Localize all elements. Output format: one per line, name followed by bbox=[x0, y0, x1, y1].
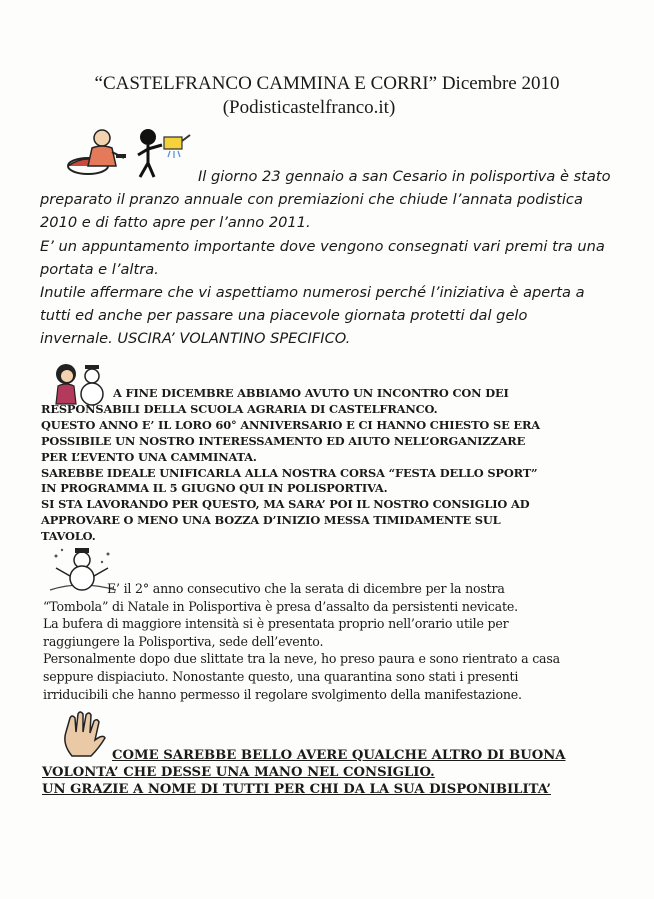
section-tombola bbox=[43, 580, 643, 703]
paragraph-line: Personalmente dopo due slittate tra la neve, ho preso paura e sono rientrato a casa bbox=[43, 651, 560, 667]
paragraph-line: SAREBBE IDEALE UNIFICARLA ALLA NOSTRA CORSA “FESTA DELLO SPORT” bbox=[41, 465, 538, 480]
paragraph-line: Inutile affermare che vi aspettiamo numerosi perché l’iniziativa è aperta a bbox=[40, 284, 585, 302]
paragraph-line: Il giorno 23 gennaio a san Cesario in polisportiva è stato bbox=[198, 168, 611, 185]
paragraph-line: APPROVARE O MENO UNA BOZZA D’INIZIO MESSA TIMIDAMENTE SUL bbox=[41, 513, 501, 528]
section-scuola-agraria bbox=[41, 386, 641, 545]
paragraph-line: raggiungere la Polisportiva, sede dell’evento. bbox=[43, 633, 324, 649]
paragraph-line: irriducibili che hanno permesso il regolare svolgimento della manifestazione. bbox=[43, 686, 522, 702]
paragraph-line: COME SAREBBE BELLO AVERE QUALCHE ALTRO DI BUONA bbox=[112, 748, 566, 763]
paragraph-line: invernale. USCIRA’ VOLANTINO SPECIFICO. bbox=[40, 330, 351, 348]
paragraph-line: tutti ed anche per passare una piacevole giornata protetti dal gelo bbox=[40, 307, 528, 325]
paragraph-line: A FINE DICEMBRE ABBIAMO AVUTO UN INCONTRO CON DEI bbox=[113, 386, 509, 400]
paragraph-line: La bufera di maggiore intensità si è presentata proprio nell’orario utile per bbox=[43, 616, 509, 632]
section-pranzo-annuale bbox=[40, 165, 640, 351]
paragraph-line: VOLONTA’ CHE DESSE UNA MANO NEL CONSIGLIO. bbox=[42, 765, 435, 780]
paragraph-line: PER L’EVENTO UNA CAMMINATA. bbox=[41, 449, 257, 464]
paragraph-line: RESPONSABILI DELLA SCUOLA AGRARIA DI CASTELFRANCO. bbox=[41, 401, 438, 416]
paragraph-line: IN PROGRAMMA IL 5 GIUGNO QUI IN POLISPORTIVA. bbox=[41, 481, 388, 496]
section-appello-consiglio bbox=[42, 747, 642, 798]
paragraph-line: 2010 e di fatto apre per l’anno 2011. bbox=[40, 214, 311, 232]
paragraph-line: E’ il 2° anno consecutivo che la serata di dicembre per la nostra bbox=[107, 581, 505, 596]
paragraph-line: E’ un appuntamento importante dove vengono consegnati vari premi tra una bbox=[40, 237, 605, 255]
paragraph-line: POSSIBILE UN NOSTRO INTERESSAMENTO ED AIUTO NELL’ORGANIZZARE bbox=[41, 433, 526, 448]
paragraph-line: TAVOLO. bbox=[41, 529, 96, 544]
paragraph-line: portata e l’altra. bbox=[40, 260, 159, 278]
title-line-1: “CASTELFRANCO CAMMINA E CORRI” Dicembre 2010 bbox=[94, 73, 560, 94]
paragraph-line: SI STA LAVORANDO PER QUESTO, MA SARA’ POI IL NOSTRO CONSIGLIO AD bbox=[41, 497, 530, 512]
title-line-2: (Podisticastelfranco.it) bbox=[222, 97, 396, 118]
paragraph-line: “Tombola” di Natale in Polisportiva è presa d’assalto da persistenti nevicate. bbox=[43, 598, 518, 614]
paragraph-line: UN GRAZIE A NOME DI TUTTI PER CHI DA LA SUA DISPONIBILITA’ bbox=[42, 782, 551, 797]
paragraph-line: QUESTO ANNO E’ IL LORO 60° ANNIVERSARIO E CI HANNO CHIESTO SE ERA bbox=[41, 417, 540, 432]
paragraph-line: seppure dispiaciuto. Nonostante questo, una quarantina sono stati i presenti bbox=[43, 668, 519, 684]
paragraph-line: preparato il pranzo annuale con premiazioni che chiude l’annata podistica bbox=[40, 191, 583, 209]
document-title bbox=[0, 72, 654, 119]
